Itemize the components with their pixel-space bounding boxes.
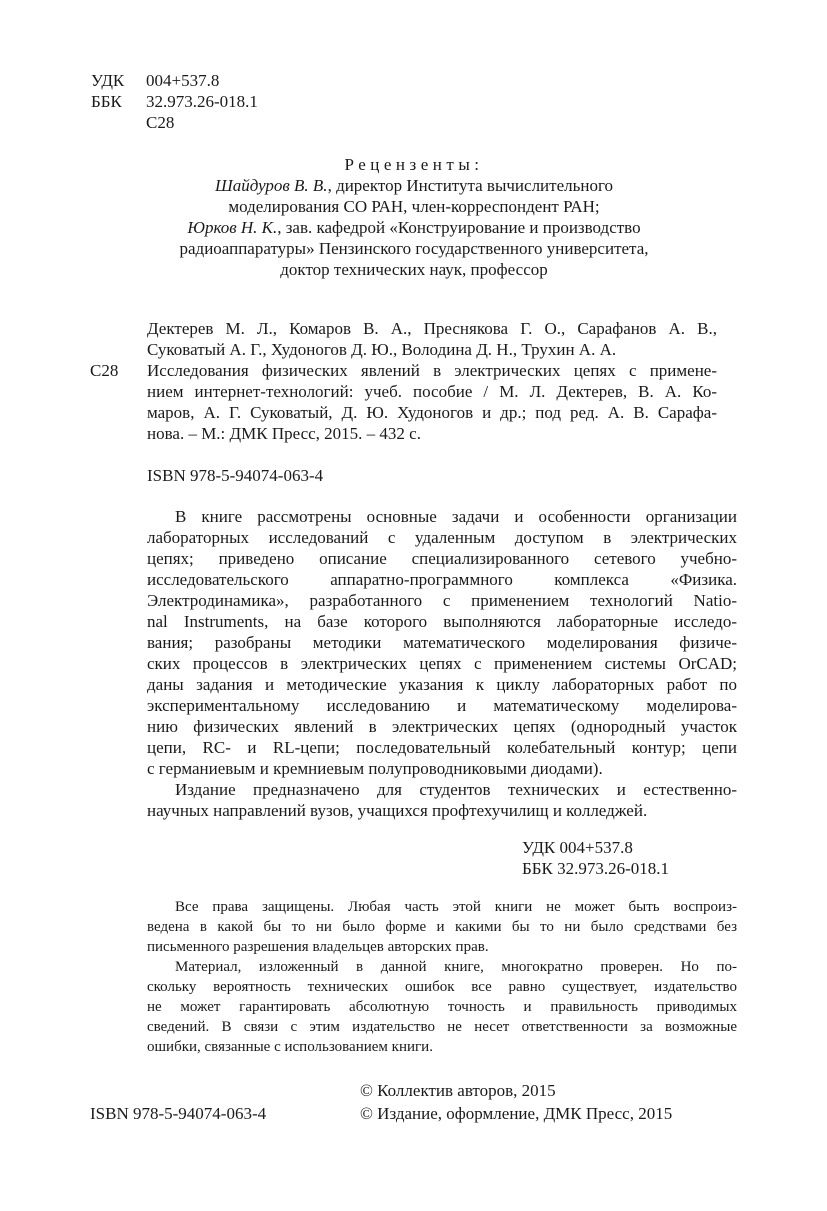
rights-line: скольку вероятность технических ошибок все равно существует, издательство: [147, 979, 737, 995]
reviewers-heading: Рецензенты:: [344, 155, 484, 174]
reviewer-2-role: , зав. кафедрой «Конструирование и производство: [277, 218, 641, 237]
udk-row: [91, 70, 258, 91]
annotation-line: даны задания и методические указания к циклу лабораторных работ по: [147, 675, 737, 694]
annotation-line: ских процессов в электрических цепях с применением системы OrCAD;: [147, 654, 737, 673]
annotation-line: вания; разобраны методики математического моделирования физиче-: [147, 633, 737, 652]
annotation-line: цепях; приведено описание специализированного сетевого учебно-: [147, 549, 737, 568]
annotation-line: нию физических явлений в электрических цепях (однородный участок: [147, 717, 737, 736]
udk-bottom: УДК 004+537.8: [522, 838, 633, 857]
annotation-line: Издание предназначено для студентов технических и естественно-: [175, 780, 737, 799]
rights-line: ошибки, связанные с использованием книги.: [147, 1039, 433, 1055]
rights-line: письменного разрешения владельцев авторских прав.: [147, 939, 489, 955]
bibliographic-description: [147, 318, 717, 444]
biblio-side-mark: С28: [90, 361, 119, 380]
annotation-line: научных направлений вузов, учащихся профтехучилищ и колледжей.: [147, 801, 648, 820]
rights-line: ведена в какой бы то ни было форме и какими бы то ни было средствами без: [147, 919, 737, 935]
copyright-block: [360, 1080, 672, 1126]
bbk-label: ББК: [91, 92, 122, 111]
udk-value: 004+537.8: [146, 71, 220, 90]
reviewer-2-line-3: доктор технических наук, профессор: [280, 260, 548, 279]
annotation-line: Электродинамика», разработанного с применением технологий Natio-: [147, 591, 737, 610]
reviewer-2-line-2: радиоаппаратуры» Пензинского государственного университета,: [179, 239, 649, 258]
biblio-line: нова. – М.: ДМК Пресс, 2015. – 432 с.: [147, 424, 421, 443]
annotation-line: nal Instruments, на базе которого выполняются лабораторные исследо-: [147, 612, 737, 631]
reviewer-1-role: , директор Института вычислительного: [327, 176, 614, 195]
author-mark: С28: [146, 113, 175, 132]
reviewers-block: [100, 154, 728, 280]
annotation-line: экспериментальному исследованию и математическому моделирова-: [147, 696, 737, 715]
biblio-line: Дектерев М. Л., Комаров В. А., Преснякова Г. О., Сарафанов А. В.,: [147, 319, 717, 338]
copyright-authors: © Коллектив авторов, 2015: [360, 1081, 556, 1100]
annotation-line: цепи, RC- и RL-цепи; последовательный колебательный контур; цепи: [147, 738, 737, 757]
bbk-bottom: ББК 32.973.26-018.1: [522, 859, 670, 878]
reviewer-2-line-1: [100, 217, 728, 238]
isbn-footer: ISBN 978-5-94074-063-4: [90, 1104, 267, 1123]
annotation-line: с германиевым и кремниевым полупроводниковыми диодами).: [147, 759, 603, 778]
annotation-line: В книге рассмотрены основные задачи и особенности организации: [175, 507, 737, 526]
classification-codes: [91, 70, 258, 133]
reviewer-2-name: Юрков Н. К.: [187, 218, 278, 237]
rights-line: Материал, изложенный в данной книге, многократно проверен. Но по-: [175, 959, 737, 975]
annotation-line: лабораторных исследований с удаленным доступом в электрических: [147, 528, 737, 547]
reviewer-1-line-2: моделирования СО РАН, член-корреспондент РАН;: [228, 197, 600, 216]
rights-notice: [147, 897, 737, 1057]
biblio-line: Суковатый А. Г., Худоногов Д. Ю., Володина Д. Н., Трухин А. А.: [147, 340, 617, 359]
biblio-line: нием интернет-технологий: учеб. пособие / М. Л. Дектерев, В. А. Ко-: [147, 382, 717, 401]
biblio-line: Исследования физических явлений в электрических цепях с примене-: [147, 361, 717, 380]
biblio-line: маров, А. Г. Суковатый, Д. Ю. Худоногов и др.; под ред. А. В. Сарафа-: [147, 403, 717, 422]
reviewer-1-name: Шайдуров В. В.: [214, 176, 328, 195]
isbn-biblio: ISBN 978-5-94074-063-4: [147, 466, 324, 485]
classification-codes-bottom: [522, 837, 669, 879]
reviewer-1-line-1: [100, 175, 728, 196]
udk-label: УДК: [91, 71, 125, 90]
annotation-line: исследовательского аппаратно-программного комплекса «Физика.: [147, 570, 737, 589]
bbk-row: [91, 91, 258, 112]
rights-line: сведений. В связи с этим издательство не несет ответственности за возможные: [147, 1019, 737, 1035]
copyright-publisher: © Издание, оформление, ДМК Пресс, 2015: [360, 1104, 673, 1123]
annotation: [147, 506, 737, 821]
rights-line: не может гарантировать абсолютную точность и правильность приводимых: [147, 999, 737, 1015]
bbk-value: 32.973.26-018.1: [146, 92, 258, 111]
rights-line: Все права защищены. Любая часть этой книги не может быть воспроиз-: [175, 899, 737, 915]
